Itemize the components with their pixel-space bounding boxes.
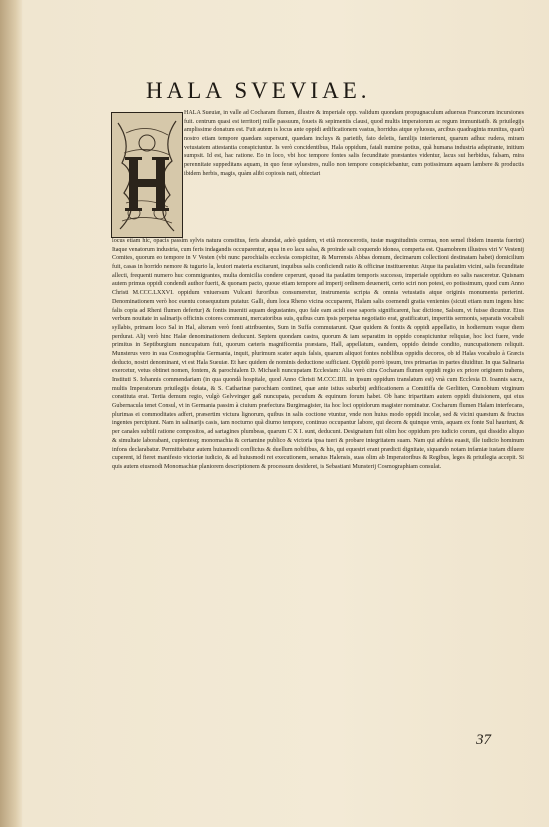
- main-text: locus etiam hic, opacis passim sylvis natura constitus, feris abundat, adeò quidem, vt etiã monocerotis, iustæ magnitudinis cornua, non semel ibidem inuenta fuerint) Itaque venatorum industria, cum feris indagandis occuparentur, aqua in eo lacu salsa, & proinde sali coquendo idonea, comperta est. Quamobrem illustres viri V Vestenij Comites, quorum eo tempore in V Vesten (vbi nunc parochialis ecclesia conspicitur, & Murrensis Abbas domum, decimarum collectioni destinatam habet) domicilium fuit, casas in horrido nemore & tugurio la, leuiori materia excitarunt, inquibus salis conficiendi ratio & officinæ instituerentur. Atque ita paulatim vicini, salis fecunditate allecti, frequenti numero huc commigrantes, multa domicilia condere ceperunt, quoad ita paulatim temporis successu, imperiale oppidum eo salis nasceretur. Quisnam autem primus oppidi condendi author fuerit, & quonam pacto, quoue etiam tempore ad imperij ordinem deuenerit, certo sciri non potest, eo potissimum, quod cum Anno Christi M.CCC.LXXVI. oppidum vniuersum Vulcani furoribus consumeretur, instrumenta scripta & omnia vetustatis atque originis monumenta perierint. Denominationem verò hoc euentu consequutum putatur. Galli, dum loca Rheno vicina occuparent, Halam salis coemendi gratia venientes (sicuti etiam num ingens hinc falis copia ad Rheni flumen defertur) & fontis inueniti aquam degustantes, quo fale eam acidi esse saporis significarent, hac dictione, Salsum, vt fuisse dicuntur. Eius verbum nouitate in salinarijs officinis cotores communi, mercatoribus suis, quibus cum ipsis perpetua negotiatio erat, gratificaturi, imperitis sermonis, separatis vocabuli syllabis, primam loco Sal in Hal, alteram verò fonti attribuentes, Sum in Suffa commutarunt. Quæ quidem & fontis & oppidi appellatio, in hodiernum vsque diem perdurat. Alij verò hinc Halæ denominationem deducunt. Septem quondam castra, quorum & iam separatim in oppido conspiciuntur reliquiæ, hoc loci fuere, vnde primitus in Septiburgium nuncupatum fuit, quorum cæteris magnificentia præstans, Hall, appellatum, eandem, oppido deinde condito, nuncupationem reliquit. Munsterus vero in sua Cosmographia Germania, inquit, plurimum scater aquis falsis, quarum aliquot fontes nobilibus oppidis decoros, ob id Halas vocabulo à Græcis deducto, nostri denominant, vt est Hala Sueuiæ. Et hæc quidem de nominis deductione sufficiant. Oppidũ porrò ipsum, tres primarias in partes diuiditur. In qua Salinaria exercetur, vetus obtinet nomen, fontem, & parochialem D. Michaeli nuncupatam Ecclesiam: Alia verò citra Cocharam flumen oppidi regio ex priore originem trahens, Instituti S. Iohannis commendariam (in qua quondã hospitale, quod Anno Christi M.CCC.IIII. in ipsum oppidum translatum est) vnà cum Ecclesia D. Ioannis sacra, multis Imperatorum priuilegijs dotata, & S. Catharinæ parochiam continet, quæ ante istius suburbij ædificationem a Comitiffa de Gerlitten, Cœnobium virginum constituta erat. Tertia demum regio, vulgò Gelvvinger gaß nuncupata, pecudum & equinum forum habet. Ob hanc tripartitam autem oppidi diuisionem, qui eius Gubernacula tenet Consul, vt in Germania passim à ciuium præfectura Burgimagister, ita hoc loci oppidorum magister nominatur. Cocharum flumen Halam interfecans, plurimas ei commoditates adfert, præsertim victura lignorum, quibus in salis coctione vtuntur, vnde non huius modo oppidi incolæ, sed & vicini quæstum & fructus ingentes percipiunt. Nam in salinarijs casis, tam nocturno quã diurno tempore, continuo occupantur labore, qui decem & quinque vrnis, aquam ex fonte Sul hauriunt, & per canales subtili ratione compositos, ad sartagines plumbeas, quarum C X I. sunt, deducunt. Designatum fuit olim hoc oppidum pro iudicio corum, qui dissidio aliquo & simultate laborabant, cupientesq; monomachia & certamine publico & victoria ipsa tueri & probare integritatem suam. Nam qui athleta euasit, ille iudicio hominum infons declarabatur. Permittebatur autem huiusmodi conflictus & duellum nobilibus, & his, qui equestri erant prædicti dignitate, siquando notam infamiæ iustam diluere cuperent, id fieret manifesto victoriæ iudicio, & ad huiusmodi rei executionem, senatus Halensis, suas olim ab Imperatoribus & Regibus, leges & priuilegia accepit. Si quis autem eiusmodi Monomachiæ planiorem descriptionem & processum desideret, is Sebastiani Munsterij Cosmographiam consulat.: [112, 238, 524, 470]
- initial-woodcut-icon: [112, 113, 182, 237]
- decorated-initial-h-icon: [111, 112, 183, 238]
- page-binding-shadow: [0, 0, 22, 827]
- page-title: HALA SVEVIAE.: [146, 78, 371, 103]
- intro-paragraph: [184, 109, 524, 179]
- page-number: 37: [476, 732, 491, 748]
- intro-text: HALA Sueuiæ, in valle ad Cocharam flumen, illustre & imperiale opp. validum quondam propugnaculum aduersus Francorum incursiones fuit. centrum quasi est territorij mille passuum, foueis & sepimentis clausi, quod multis imperatorum ac regum immunitatib. & priuilegijs amplissime donatum est. Fuit autem is locus ante oppidi ædificationem vastus, horridus atque syluosus, arcibus quadraginta munitus, quarũ nostro etiam tempore quædam supersunt, quædam incluys & parietib, fato deletis, familijs interierunt, quarum adhuc rudera, miram vetustatem attestantia conspiciuntur. Is verò concidentibus, Hala oppidum, fatali numine potius, quã humana industria adspirante, initium sumpsit. Id est, hac ratione. Eo in loco, vbi hoc tempore fontes salis fecunditate præstantes videntur, lacus sui herbidus, falsam, mira perennitate suppeditans aquam, in quo feræ syluestres, nullo non tempore conspiciebantur, cum potissimum aquam lambere & productis ibidem herbis, magis, quàm alibi copiosis nati, obiectari: [184, 110, 524, 177]
- main-paragraph: [112, 237, 524, 472]
